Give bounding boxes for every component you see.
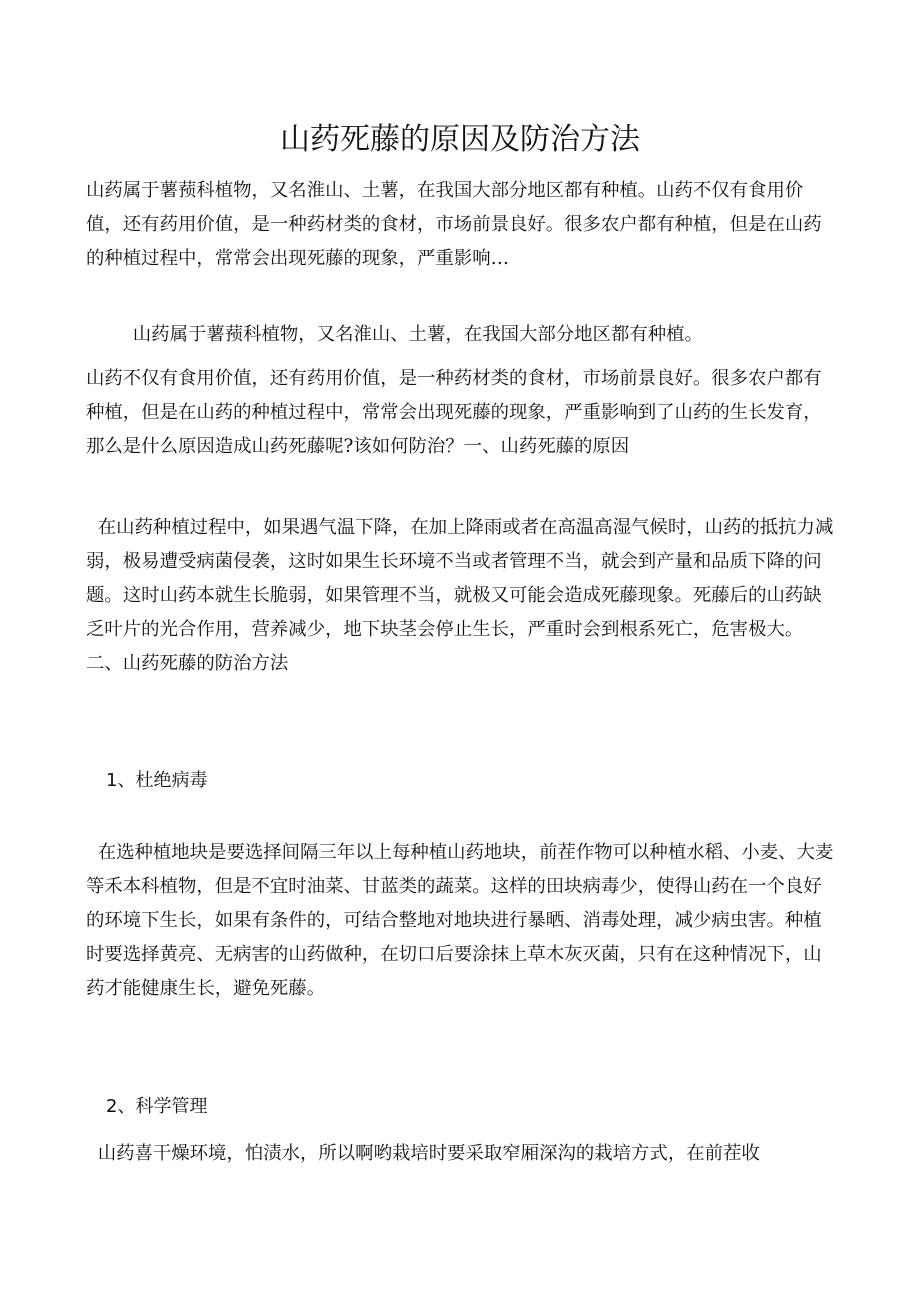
intro-paragraph: 山药不仅有食用价值，还有药用价值，是一种药材类的食材，市场前景良好。很多农户都有种植，但是在山药的种植过程中，常常会出现死藤的现象，严重影响到了山药的生长发育，那么是什么原因造成山药死藤呢?该如何防治？一、山药死藤的原因: [86, 368, 822, 457]
intro-first-line: 山药属于薯蓣科植物，又名淮山、土薯，在我国大部分地区都有种植。: [86, 324, 703, 345]
section-heading-scientific-management: 2、科学管理: [106, 1096, 208, 1117]
section-heading-prevent-virus: 1、杜绝病毒: [106, 770, 208, 791]
prevent-virus-paragraph: 在选种植地块是要选择间隔三年以上每种植山药地块，前茬作物可以种植水稻、小麦、大麦等禾本科植物，但是不宜时油菜、甘蓝类的蔬菜。这样的田块病毒少，使得山药在一个良好的环境下生长，如果有条件的，可结合整地对地块进行暴晒、消毒处理，减少病虫害。种植时要选择黄亮、无病害的山药做种，在切口后要涂抹上草木灰灭菌，只有在这种情况下，山药才能健康生长，避免死藤。: [86, 842, 834, 999]
document-title: 山药死藤的原因及防治方法: [280, 122, 640, 157]
cause-paragraph: 在山药种植过程中，如果遇气温下降，在加上降雨或者在高温高湿气候时，山药的抵抗力减弱，极易遭受病菌侵袭，这时如果生长环境不当或者管理不当，就会到产量和品质下降的问题。这时山药本就生长脆弱，如果管理不当，就极又可能会造成死藤现象。死藤后的山药缺乏叶片的光合作用，营养减少，地下块茎会停止生长，严重时会到根系死亡，危害极大。二、山药死藤的防治方法: [86, 517, 834, 674]
summary-paragraph: 山药属于薯蓣科植物，又名淮山、土薯，在我国大部分地区都有种植。山药不仅有食用价值，还有药用价值，是一种药材类的食材，市场前景良好。很多农户都有种植，但是在山药的种植过程中，常常会出现死藤的现象，严重影响…: [86, 180, 822, 269]
scientific-management-paragraph: 山药喜干燥环境，怕渍水，所以啊哟栽培时要采取窄厢深沟的栽培方式，在前茬收: [86, 1143, 760, 1164]
